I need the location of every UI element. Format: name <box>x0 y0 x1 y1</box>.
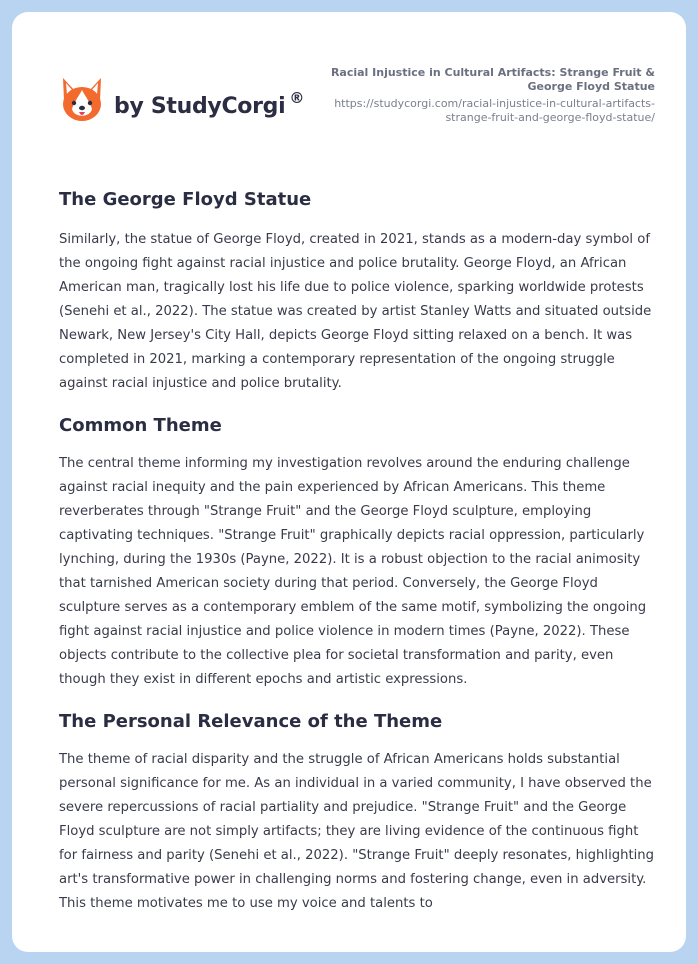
section-heading: Common Theme <box>59 415 222 436</box>
studycorgi-logo[interactable] <box>60 76 304 124</box>
document-page <box>12 12 686 952</box>
header <box>12 12 686 162</box>
section-heading: The George Floyd Statue <box>59 189 312 210</box>
brand-name: by StudyCorgi ® <box>114 89 305 119</box>
article-content <box>59 172 659 916</box>
document-meta <box>295 66 655 125</box>
document-url[interactable]: https://studycorgi.com/racial-injustice-in-cultural-artifacts-strange-fruit-and-george-floyd-statue/ <box>334 97 655 124</box>
section-paragraph: The theme of racial disparity and the struggle of African Americans holds substantial personal significance for me. As an individual in a varied community, I have observed the severe repercussions of racial partiality and prejudice. "Strange Fruit" and the George Floyd sculpture are not simply artifacts; they are living evidence of the continuous fight for fairness and parity (Senehi et al., 2022). "Strange Fruit" deeply resonates, highlighting art's transformative power in challenging norms and fostering change, even in adversity. This theme motivates me to use my voice and talents to <box>59 752 655 911</box>
corgi-icon <box>60 76 104 124</box>
section-heading: The Personal Relevance of the Theme <box>59 711 443 732</box>
document-title: Racial Injustice in Cultural Artifacts: Strange Fruit & George Floyd Statue <box>330 66 655 93</box>
section-paragraph: The central theme informing my investigation revolves around the enduring challenge against racial inequity and the pain experienced by African Americans. This theme reverberates through "Strange Fruit" and the George Floyd sculpture, employing captivating techniques. "Strange Fruit" graphically depicts racial oppression, particularly lynching, during the 1930s (Payne, 2022). It is a robust objection to the racial animosity that tarnished American society during that period. Conversely, the George Floyd sculpture serves as a contemporary emblem of the same motif, symbolizing the ongoing fight against racial injustice and police violence in modern times (Payne, 2022). These objects contribute to the collective plea for societal transformation and parity, even though they exist in different epochs and artistic expressions. <box>59 456 647 687</box>
section-paragraph: Similarly, the statue of George Floyd, created in 2021, stands as a modern-day symbol of the ongoing fight against racial injustice and police brutality. George Floyd, an African American man, tragically lost his life due to police violence, sparking worldwide protests (Senehi et al., 2022). The statue was created by artist Stanley Watts and situated outside Newark, New Jersey's City Hall, depicts George Floyd sitting relaxed on a bench. It was completed in 2021, marking a contemporary representation of the ongoing struggle against racial injustice and police brutality. <box>59 232 652 391</box>
